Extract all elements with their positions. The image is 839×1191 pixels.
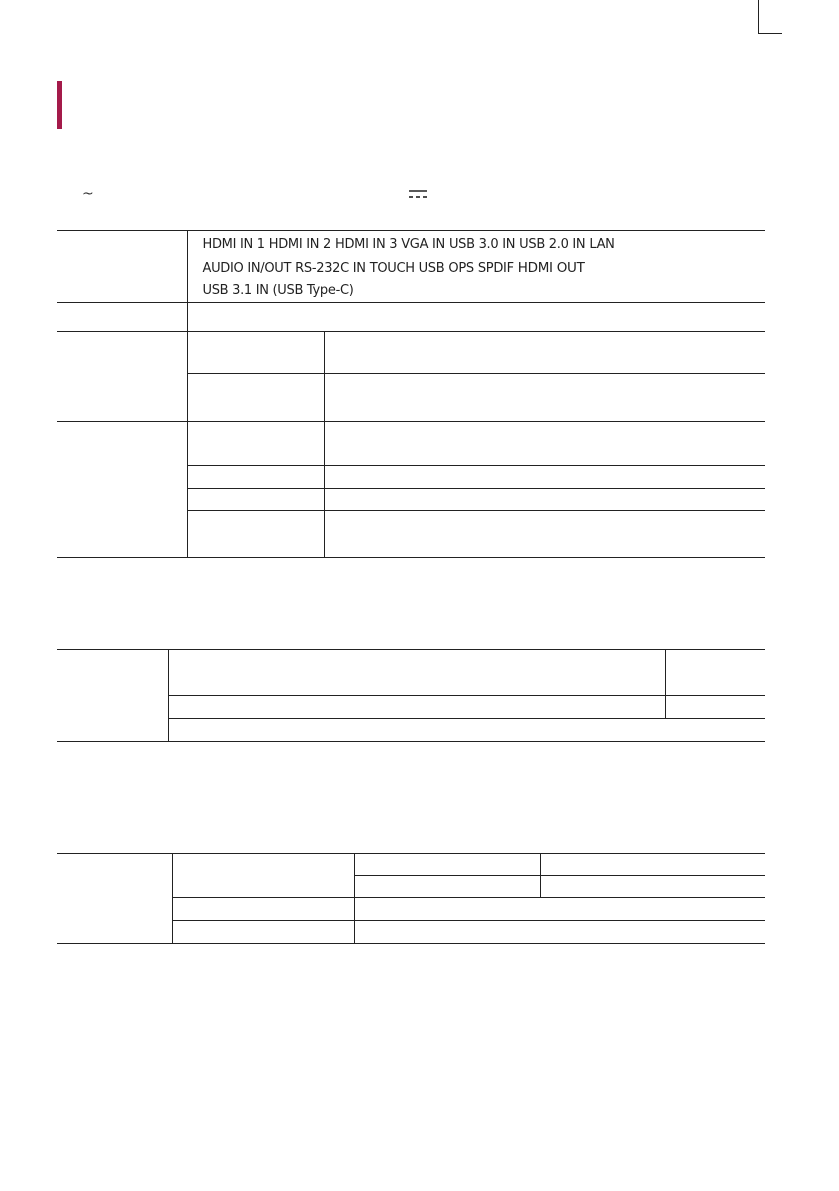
row-value xyxy=(540,854,765,876)
row-value xyxy=(354,898,765,921)
table-row xyxy=(57,231,765,303)
row-value xyxy=(665,650,765,696)
ports-line xyxy=(203,233,752,256)
row-value xyxy=(324,422,765,466)
row-value xyxy=(354,921,765,944)
table-row xyxy=(57,650,765,696)
sub-label xyxy=(172,921,354,944)
table-row xyxy=(57,422,765,466)
port-label: RS-232C IN xyxy=(295,261,366,276)
port-label: AUDIO IN/OUT xyxy=(202,261,292,276)
port-label: HDMI IN 2 xyxy=(268,237,331,252)
spec-table-1 xyxy=(57,230,765,558)
port-label: SPDIF xyxy=(477,261,514,276)
sub-label xyxy=(187,511,324,558)
row-label xyxy=(57,332,187,422)
row-value xyxy=(187,303,765,332)
sub-label xyxy=(187,422,324,466)
table-row xyxy=(57,332,765,374)
port-label: HDMI IN 3 xyxy=(334,237,398,252)
row-value xyxy=(168,719,765,742)
table-row xyxy=(57,303,765,332)
spec-table-2 xyxy=(57,649,765,742)
port-label: OPS xyxy=(448,261,474,276)
section-heading-bar xyxy=(57,81,62,129)
sub-label xyxy=(172,854,354,898)
port-label: HDMI OUT xyxy=(517,260,585,276)
row-value xyxy=(354,854,540,876)
row-label xyxy=(57,422,187,558)
row-label xyxy=(57,303,187,332)
ac-symbol: ~ xyxy=(82,186,94,202)
ports-line xyxy=(203,279,752,302)
row-value xyxy=(324,332,765,374)
sub-label xyxy=(172,898,354,921)
row-value xyxy=(324,374,765,422)
sub-label xyxy=(187,489,324,511)
table-row xyxy=(57,854,765,876)
row-value xyxy=(168,650,665,696)
port-label: TOUCH USB xyxy=(369,261,445,276)
port-label: HDMI IN 1 xyxy=(202,237,265,252)
spec-table-3 xyxy=(57,853,765,944)
row-value xyxy=(324,466,765,489)
sub-label xyxy=(187,374,324,422)
corner-crop-mark xyxy=(758,0,782,44)
row-label xyxy=(57,650,168,742)
row-value xyxy=(665,696,765,719)
row-value xyxy=(354,876,540,898)
sub-label xyxy=(187,332,324,374)
port-label: USB 2.0 IN xyxy=(519,237,586,252)
ports-list xyxy=(187,231,765,303)
row-value xyxy=(324,511,765,558)
port-label: USB 3.0 IN xyxy=(448,237,516,252)
row-value xyxy=(540,876,765,898)
dc-symbol-icon xyxy=(408,188,428,200)
port-label: USB 3.1 IN (USB Type-C) xyxy=(202,283,354,298)
row-value xyxy=(324,489,765,511)
row-label xyxy=(57,854,172,944)
ports-line xyxy=(203,256,752,279)
port-label: VGA IN xyxy=(401,237,445,252)
port-label: LAN xyxy=(589,237,615,252)
row-value xyxy=(168,696,665,719)
row-label xyxy=(57,231,187,303)
sub-label xyxy=(187,466,324,489)
